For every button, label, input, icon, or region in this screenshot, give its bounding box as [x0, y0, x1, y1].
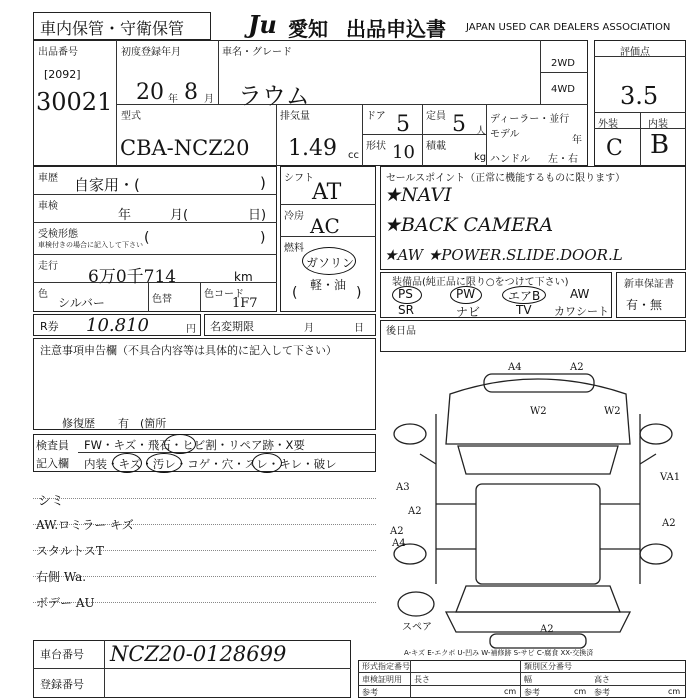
dealer-label: ディーラー・並行: [490, 114, 570, 125]
inspector-row-2: 内装・キズ・汚レ・コゲ・穴・スレ・キレ・破レ: [84, 457, 337, 471]
receipt-open: (: [144, 230, 150, 246]
remark-3: スタルトスT: [36, 544, 104, 558]
wd2: 2WD: [551, 58, 575, 69]
recycle-value: 10.810: [86, 315, 149, 336]
fuel-paren-r: ): [356, 285, 362, 301]
capacity-unit: 人: [476, 126, 486, 137]
repair-label: 修復歴: [62, 417, 95, 430]
rear-window: [456, 586, 620, 612]
type-label: 型式: [121, 111, 141, 122]
remark-1: シミ: [38, 494, 65, 509]
door-value: 5: [396, 112, 410, 137]
logo-text: Ju: [248, 10, 277, 39]
equipment-label: 装備品(純正品に限り○をつけて下さい): [392, 277, 569, 288]
spare-label: スペア: [402, 622, 432, 633]
mark-circle-3: [146, 453, 182, 473]
windshield: [458, 446, 618, 474]
warranty-opts: 有・無: [626, 298, 663, 312]
spec-r1a: 形式指定番号: [362, 662, 410, 671]
mileage-value: 6万0千714: [88, 267, 177, 287]
mark-w2-right: W2: [604, 406, 621, 417]
engine-unit: cc: [348, 150, 359, 161]
int-label: 内装: [648, 119, 668, 130]
wheel-fl: [394, 424, 426, 444]
mirrors: [420, 454, 656, 464]
lot-number: 30021: [36, 88, 113, 116]
transfer-label: 名変期限: [210, 320, 254, 333]
spec-cm-3: cm: [668, 687, 681, 696]
selling-point-1: ★NAVI: [384, 184, 452, 206]
fuel-diesel: 軽・油: [310, 278, 347, 292]
spec-r2a: 車検証明用: [362, 675, 402, 684]
reg-month: 8: [184, 80, 198, 105]
equip-sr: SR: [398, 303, 414, 317]
inspector-label-1: 検査員: [36, 439, 69, 452]
form-title: 出品申込書: [346, 17, 446, 41]
type-value: CBA-NCZ20: [120, 136, 250, 160]
model-year-unit: 年: [572, 135, 582, 146]
history-close: ): [260, 174, 266, 192]
selling-label: セールスポイント（正常に機能するものに限ります）: [386, 173, 626, 184]
mileage-unit: km: [234, 270, 253, 284]
reg-year-unit: 年: [168, 94, 178, 105]
load-unit: kg: [474, 152, 487, 163]
reg-label: 初度登録年月: [121, 47, 181, 58]
history-label: 車歴: [38, 173, 58, 184]
color-code-label: 色コード: [204, 289, 244, 300]
wheel-fr: [640, 424, 672, 444]
transfer-month: 月: [304, 323, 314, 334]
engine-value: 1.49: [288, 136, 337, 161]
assoc-name: JAPAN USED CAR DEALERS ASSOCIATION: [466, 22, 671, 33]
mark-w2-left: W2: [530, 406, 547, 417]
equip-airbag-circle: [502, 286, 546, 304]
mark-a2-top: A2: [570, 362, 584, 373]
equip-aw: AW: [570, 287, 590, 301]
org-name: 愛知: [288, 17, 328, 41]
fuel-label: 燃料: [284, 243, 304, 254]
repair-opts: 有 (箇所: [118, 417, 167, 430]
spec-cm-2: cm: [574, 687, 587, 696]
receipt-label: 受検形態: [38, 229, 78, 240]
inspection-label: 車検: [38, 201, 58, 212]
lot-sub: [2092]: [44, 68, 81, 81]
score-label: 評価点: [620, 47, 650, 58]
model-year-label: モデル: [490, 129, 520, 140]
car-diagram: [380, 354, 686, 654]
storage-box: [33, 12, 211, 40]
history-value: 自家用・(: [74, 176, 140, 194]
mark-a3: A3: [396, 482, 410, 493]
tailgate: [446, 612, 630, 632]
mark-a2-left: A2: [408, 506, 422, 517]
remark-5: ボデー AU: [36, 596, 95, 610]
equip-pw: PW: [456, 287, 476, 301]
handle-label: ハンドル: [490, 154, 530, 165]
shape-label: 形状: [366, 141, 386, 152]
ac-value: AC: [310, 214, 340, 238]
equip-seat: カワシート: [554, 305, 609, 318]
wheel-rr: [640, 544, 672, 564]
notes-label: 注意事項申告欄（不具合内容等は具体的に記入して下さい）: [40, 344, 337, 357]
int-score: B: [650, 130, 670, 160]
equip-navi: ナビ: [456, 305, 481, 319]
mileage-label: 走行: [38, 261, 58, 272]
recycle-unit: 円: [186, 324, 196, 335]
equip-airbag: エアB: [508, 289, 541, 303]
reg-month-unit: 月: [204, 94, 214, 105]
capacity-value: 5: [452, 112, 466, 137]
spec-r2d: 高さ: [594, 675, 610, 684]
shift-label: シフト: [284, 173, 314, 184]
capacity-label: 定員: [426, 111, 446, 122]
ju-logo: [248, 10, 277, 39]
engine-label: 排気量: [280, 111, 310, 122]
mark-va1: VA1: [660, 472, 681, 483]
load-label: 積載: [426, 141, 446, 152]
chassis-label: 車台番号: [40, 648, 84, 661]
later-box: [380, 320, 686, 352]
reg-year: 20: [136, 80, 164, 105]
receipt-close: ): [260, 230, 266, 246]
equip-pw-circle: [450, 286, 482, 304]
color-value: シルバー: [58, 296, 105, 310]
score-value: 3.5: [620, 82, 659, 110]
color-code: 1F7: [232, 296, 258, 311]
ext-score: C: [606, 136, 623, 161]
fuel-paren-l: (: [292, 285, 298, 301]
selling-point-3: ★AW ★POWER.SLIDE.DOOR.L: [384, 246, 623, 264]
equip-tv: TV: [516, 303, 532, 317]
fuel-circle: [302, 247, 356, 275]
mark-circle-1: [164, 434, 196, 454]
spare-tire: [398, 592, 434, 616]
inspection-close: 日): [248, 208, 267, 223]
inspection-value: 年 月(: [118, 208, 189, 223]
color-label: 色: [38, 289, 48, 300]
inspector-row-1: FW・キズ・飛石・ヒビ割・リペア跡・X要: [84, 438, 305, 452]
spec-r3b: 参考: [524, 688, 540, 697]
mark-circle-4: [252, 453, 282, 473]
front-bumper: [484, 374, 594, 392]
later-label: 後日品: [386, 326, 416, 337]
remark-4: 右側 Wa.: [36, 570, 87, 584]
ac-label: 冷房: [284, 211, 304, 222]
receipt-sub: 車検付きの場合に記入して下さい: [38, 241, 143, 249]
plate-label: 登録番号: [40, 678, 84, 691]
equip-ps-circle: [392, 286, 422, 304]
spec-r2c: 幅: [524, 675, 532, 684]
mark-a2-right: A2: [662, 518, 676, 529]
equip-ps: PS: [398, 287, 413, 301]
spec-cm-1: cm: [504, 687, 517, 696]
warranty-label: 新車保証書: [624, 279, 674, 290]
shape-value: 10: [392, 142, 415, 163]
mark-a4-top: A4: [508, 362, 522, 373]
spec-r3c: 参考: [594, 688, 610, 697]
inspector-label-2: 記入欄: [36, 457, 69, 470]
shift-value: AT: [312, 180, 342, 205]
body-sides: [436, 414, 640, 584]
wd4: 4WD: [551, 84, 575, 95]
remark-2: AW.ロミラー キズ: [36, 518, 134, 532]
handle-opts: 左・右: [548, 154, 578, 165]
rear-bumper: [490, 634, 586, 648]
spec-r1b: 類別区分番号: [524, 662, 572, 671]
chassis-value: NCZ20-0128699: [110, 642, 287, 666]
spec-r3a: 参考: [362, 688, 378, 697]
door-label: ドア: [366, 111, 386, 122]
storage-label: 車内保管・守衛保管: [40, 19, 185, 38]
roof: [476, 484, 600, 584]
spec-r2b: 長さ: [414, 675, 430, 684]
damage-legend: A-キズ E-エクボ U-凹み W-補修跡 S-サビ C-腐食 XX-交換済: [404, 649, 594, 657]
color-change-label: 色替: [152, 294, 172, 305]
model-name: ラウム: [238, 82, 310, 110]
lot-label: 出品番号: [38, 47, 78, 58]
mark-a2-rear: A2: [540, 624, 554, 635]
ext-label: 外装: [598, 119, 618, 130]
fuel-gasoline: ガソリン: [306, 256, 355, 270]
transfer-day: 日: [354, 323, 364, 334]
mark-a4-lower: A4: [392, 538, 406, 549]
model-label: 車名・グレード: [222, 47, 292, 58]
selling-point-2: ★BACK CAMERA: [384, 214, 554, 236]
mark-a2-lower: A2: [390, 526, 404, 537]
mark-circle-2: [112, 453, 142, 473]
recycle-label: R券: [40, 320, 59, 333]
